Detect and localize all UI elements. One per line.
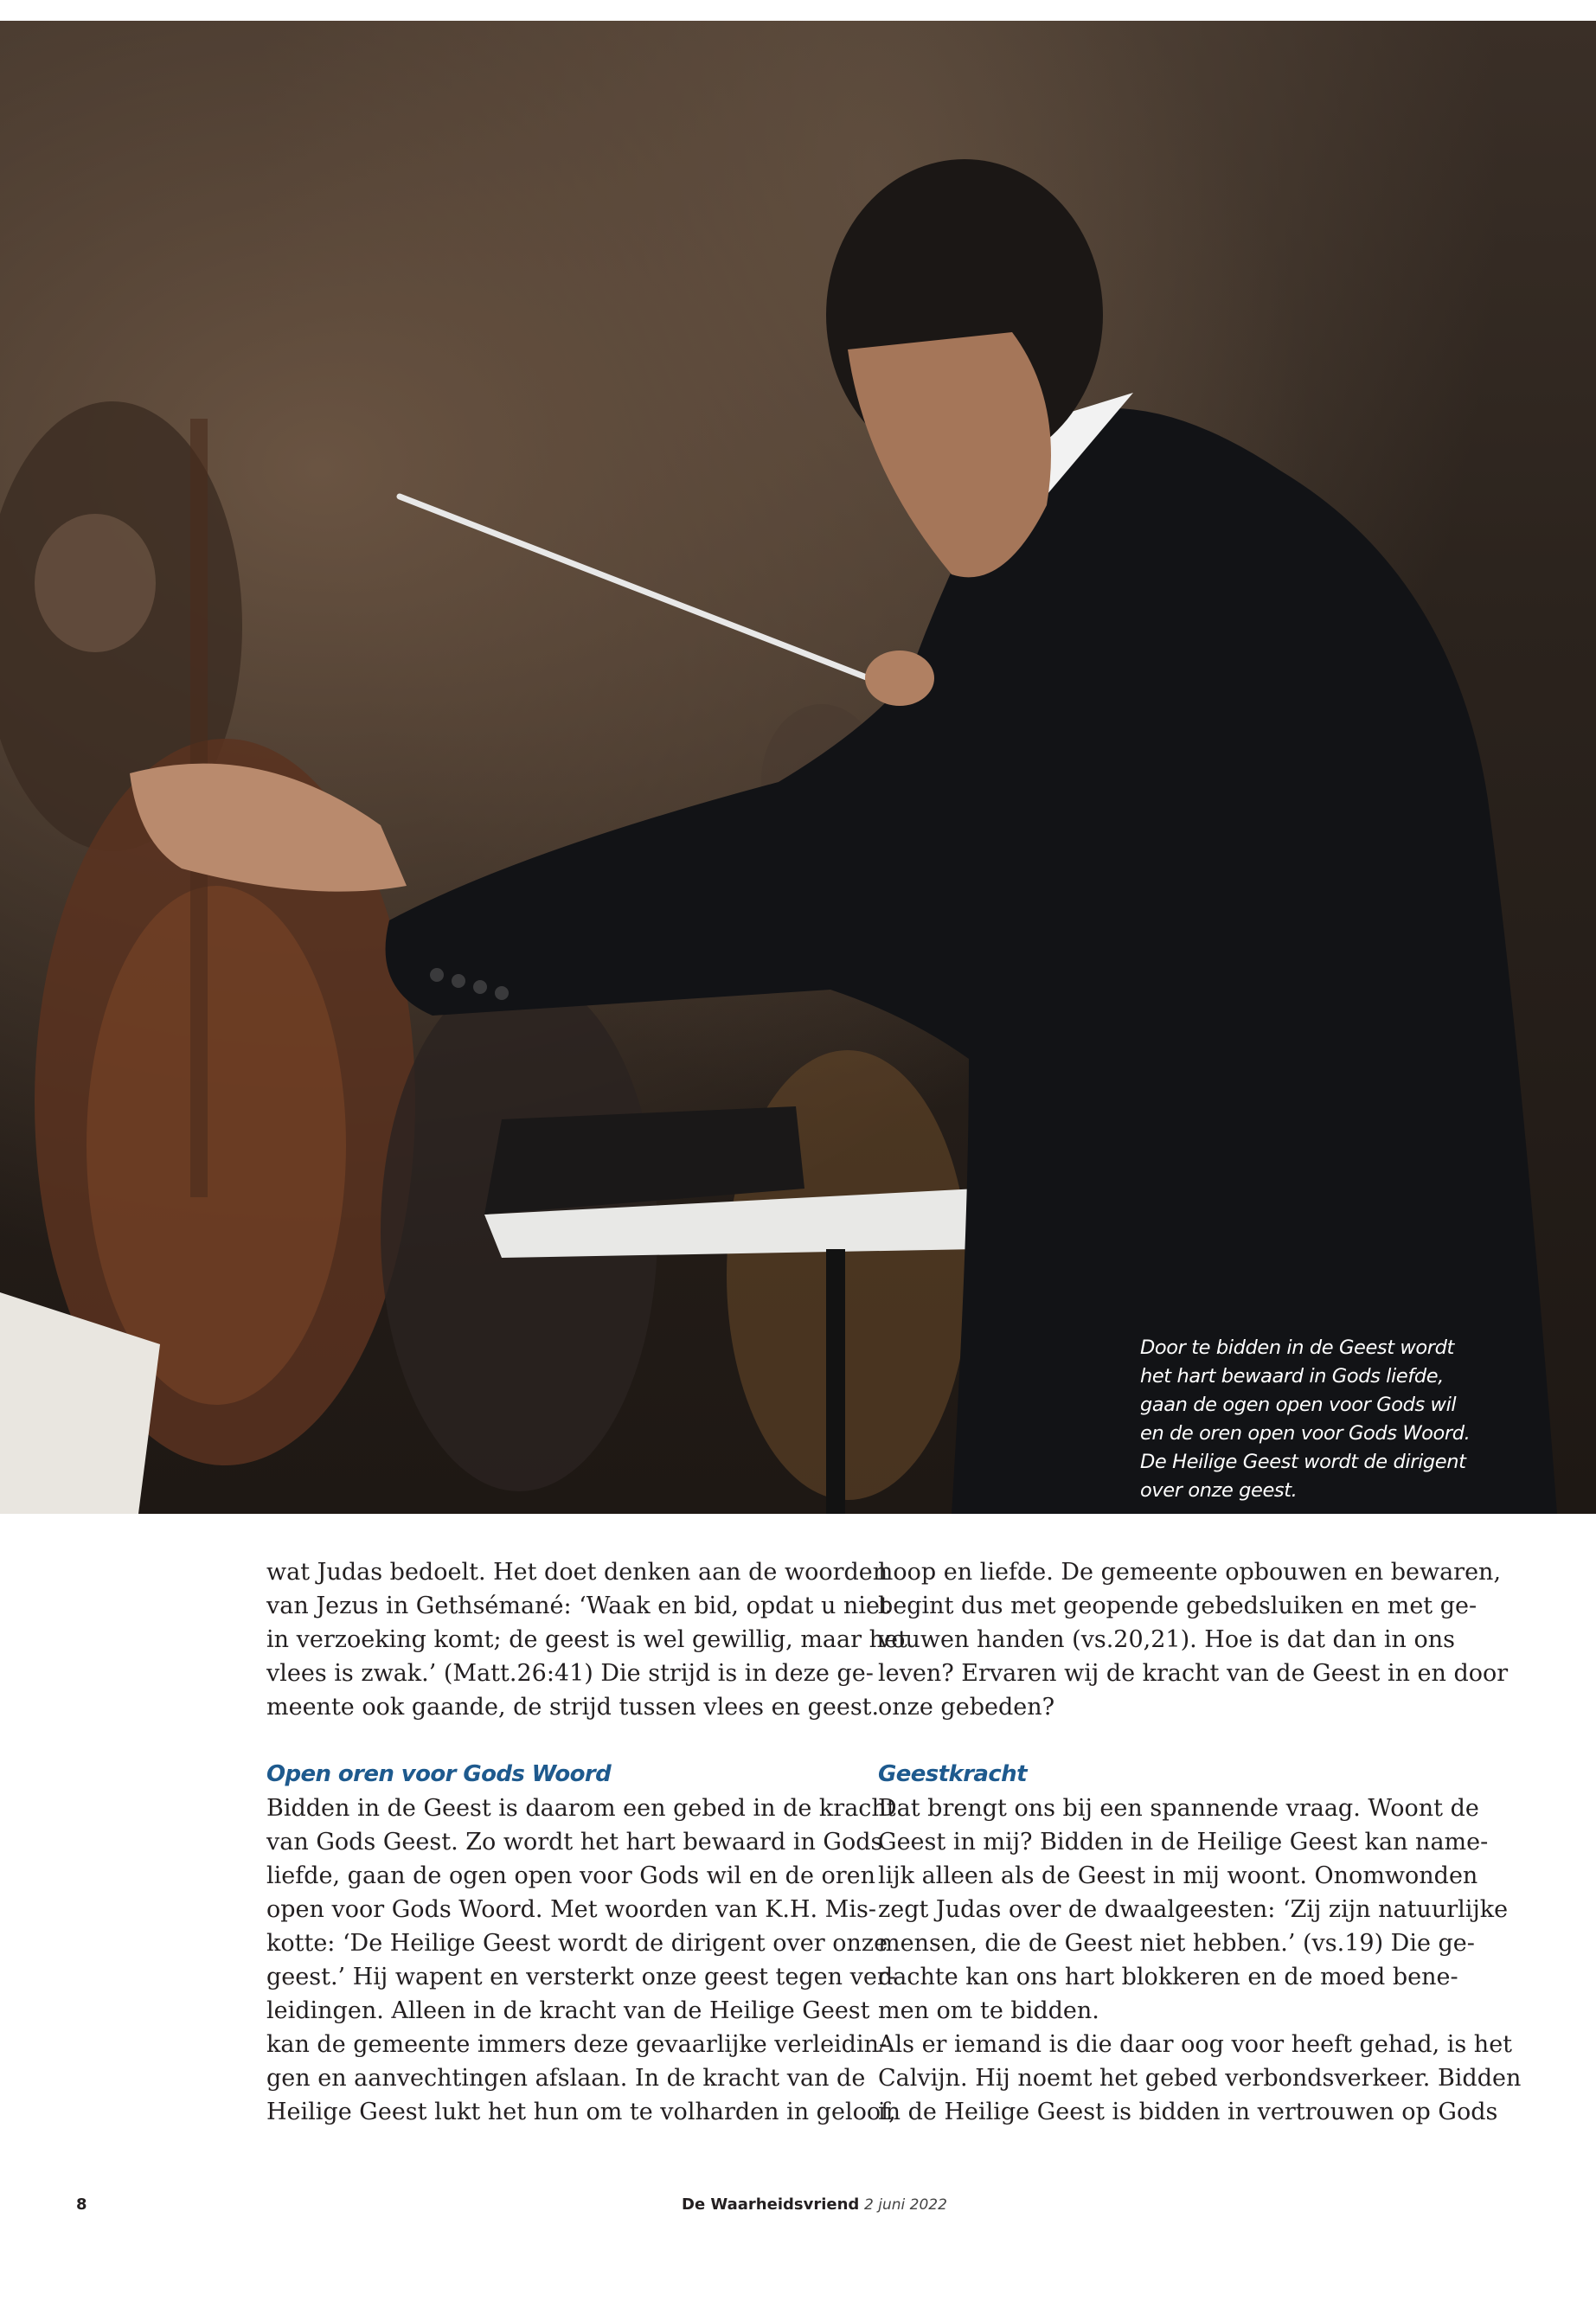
text-line: gen en aanvechtingen afslaan. In de kracht van de	[266, 2065, 866, 2092]
section-heading: Open oren voor Gods Woord	[266, 1761, 612, 1787]
text-line: kan de gemeente immers deze gevaarlijke verleidin-	[266, 2031, 888, 2058]
text-line: men om te bidden.	[878, 1997, 1099, 2024]
caption-line: over onze geest.	[1140, 1479, 1298, 1502]
photo-caption	[1140, 1334, 1486, 1505]
text-line: leidingen. Alleen in de kracht van de Heilige Geest	[266, 1997, 870, 2024]
text-line: mensen, die de Geest niet hebben.’ (vs.19) Die ge-	[878, 1930, 1475, 1957]
conductor-photo	[0, 21, 1596, 1514]
text-line: kotte: ‘De Heilige Geest wordt de dirigent over onze	[266, 1930, 888, 1957]
text-line: Bidden in de Geest is daarom een gebed in de kracht	[266, 1795, 896, 1822]
text-line: geest.’ Hij wapent en versterkt onze geest tegen ver-	[266, 1964, 896, 1990]
text-line: meente ook gaande, de strijd tussen vlees en geest.	[266, 1694, 880, 1721]
text-line: zegt Judas over de dwaalgeesten: ‘Zij zijn natuurlijke	[878, 1896, 1509, 1923]
right-column	[878, 1555, 1522, 2129]
text-line: Heilige Geest lukt het hun om te volharden in geloof,	[266, 2099, 896, 2125]
caption-line: het hart bewaard in Gods liefde,	[1140, 1365, 1444, 1388]
text-line: open voor Gods Woord. Met woorden van K.H. Mis-	[266, 1896, 876, 1923]
text-line: Als er iemand is die daar oog voor heeft gehad, is het	[878, 2031, 1513, 2058]
text-line: van Gods Geest. Zo wordt het hart bewaard in Gods	[266, 1829, 883, 1856]
text-line: leven? Ervaren wij de kracht van de Geest in en door	[878, 1660, 1509, 1687]
left-column	[266, 1555, 907, 2129]
text-line: lijk alleen als de Geest in mij woont. Onomwonden	[878, 1862, 1478, 1889]
publication-date: 2 juni 2022	[864, 2196, 947, 2214]
text-line: liefde, gaan de ogen open voor Gods wil en de oren	[266, 1862, 876, 1889]
text-line: begint dus met geopende gebedsluiken en met ge-	[878, 1593, 1477, 1619]
text-line: dachte kan ons hart blokkeren en de moed bene-	[878, 1964, 1458, 1990]
text-line: van Jezus in Gethsémané: ‘Waak en bid, opdat u niet	[266, 1593, 889, 1619]
text-line: Dat brengt ons bij een spannende vraag. Woont de	[878, 1795, 1479, 1822]
text-line: vouwen handen (vs.20,21). Hoe is dat dan in ons	[878, 1626, 1455, 1653]
text-line: onze gebeden?	[878, 1694, 1055, 1721]
publication-name: De Waarheidsvriend	[682, 2195, 860, 2214]
section-heading: Geestkracht	[878, 1761, 1027, 1787]
text-line: hoop en liefde. De gemeente opbouwen en bewaren,	[878, 1559, 1502, 1586]
publication-footer	[682, 2195, 947, 2214]
text-line: wat Judas bedoelt. Het doet denken aan de woorden	[266, 1559, 888, 1586]
caption-line: De Heilige Geest wordt de dirigent	[1140, 1451, 1466, 1473]
text-line: vlees is zwak.’ (Matt.26:41) Die strijd is in deze ge-	[266, 1660, 874, 1687]
caption-line: en de oren open voor Gods Woord.	[1140, 1422, 1471, 1445]
text-line: Calvijn. Hij noemt het gebed verbondsverkeer. Bidden	[878, 2065, 1522, 2092]
text-line: in verzoeking komt; de geest is wel gewillig, maar het	[266, 1626, 907, 1653]
caption-line: gaan de ogen open voor Gods wil	[1140, 1394, 1457, 1416]
conductor-illustration	[0, 21, 1596, 1514]
page-number: 8	[76, 2195, 87, 2214]
caption-line: Door te bidden in de Geest wordt	[1140, 1336, 1454, 1359]
text-line: Geest in mij? Bidden in de Heilige Geest kan name-	[878, 1829, 1489, 1856]
text-line: in de Heilige Geest is bidden in vertrouwen op Gods	[878, 2099, 1498, 2125]
